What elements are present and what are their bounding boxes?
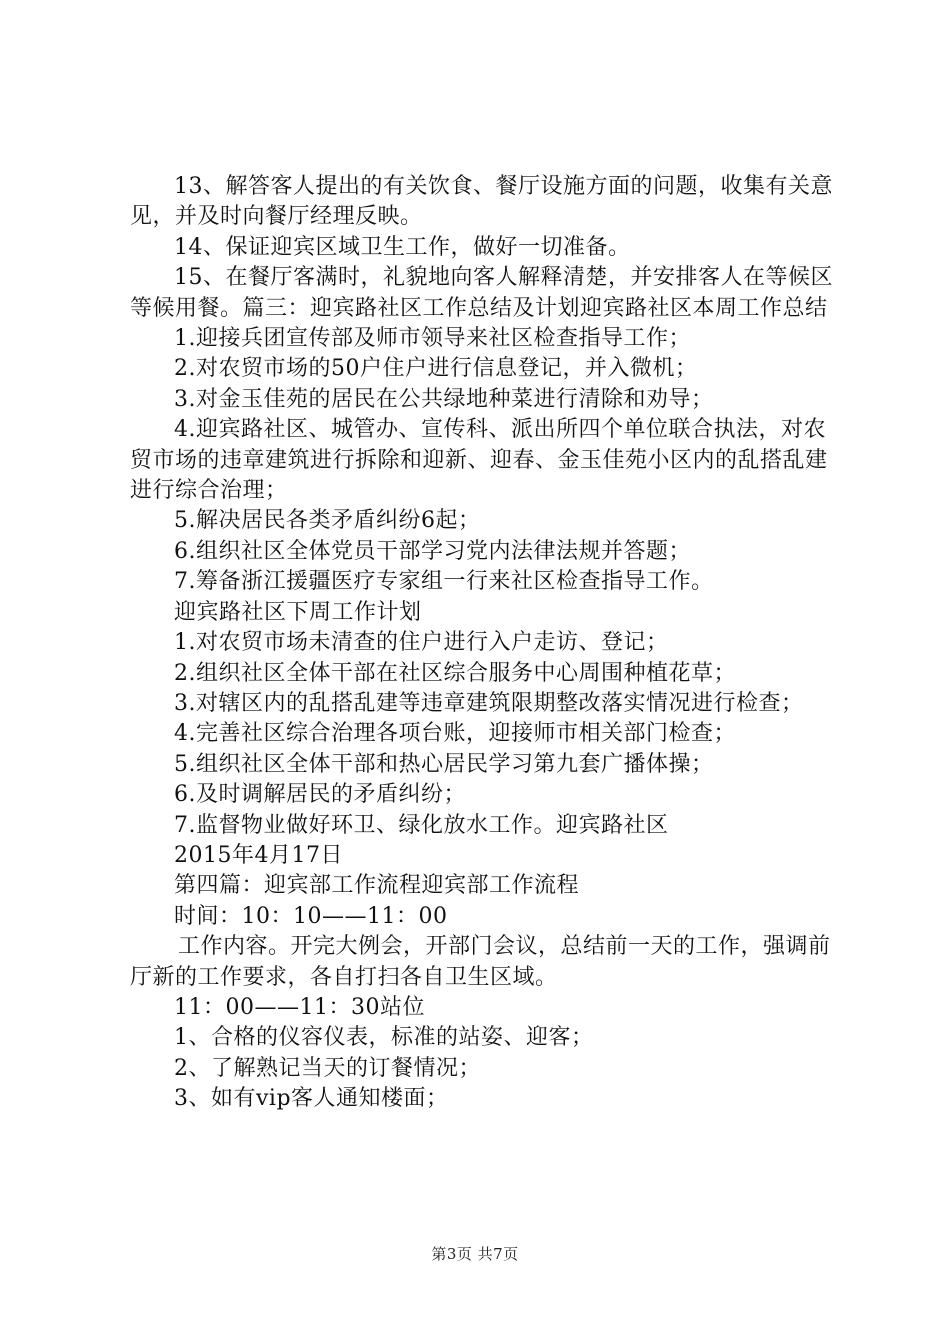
summary-item-6: 6.组织社区全体党员干部学习党内法律法规并答题； — [174, 538, 691, 564]
plan-item-7: 7.监督物业做好环卫、绿化放水工作。迎宾路社区 — [174, 812, 669, 838]
document-body — [130, 172, 835, 1115]
plan-heading: 迎宾路社区下周工作计划 — [174, 599, 422, 625]
plan-item-3: 3.对辖区内的乱搭乱建等违章建筑限期整改落实情况进行检查； — [174, 690, 804, 716]
summary-item-4: 4.迎宾路社区、城管办、宣传科、派出所四个单位联合执法，对农贸市场的违章建筑进行拆除和迎新、迎春、金玉佳苑小区内的乱搭乱建进行综合治理； — [130, 417, 828, 504]
section-four-heading: 第四篇：迎宾部工作流程迎宾部工作流程 — [174, 873, 580, 899]
page-footer: 第3页 共7页 — [431, 1245, 519, 1263]
plan-item-4: 4.完善社区综合治理各项台账，迎接师市相关部门检查； — [174, 721, 736, 747]
date-line: 2015年4月17日 — [174, 842, 343, 868]
paragraph-15: 15、在餐厅客满时，礼貌地向客人解释清楚，并安排客人在等候区等候用餐。篇三：迎宾路社区工作总结及计划迎宾路社区本周工作总结 — [130, 265, 833, 321]
summary-item-7: 7.筹备浙江援疆医疗专家组一行来社区检查指导工作。 — [174, 569, 714, 595]
plan-item-2: 2.组织社区全体干部在社区综合服务中心周围种植花草； — [174, 660, 736, 686]
work-content: 工作内容。开完大例会，开部门会议，总结前一天的工作，强调前厅新的工作要求，各自打扫各自卫生区域。 — [130, 934, 831, 990]
time-line-2: 11：00——11：30站位 — [174, 994, 425, 1020]
summary-item-3: 3.对金玉佳苑的居民在公共绿地种菜进行清除和劝导； — [174, 386, 714, 412]
summary-item-2: 2.对农贸市场的50户住户进行信息登记，并入微机； — [174, 356, 698, 382]
time-line-1: 时间：10：10——11：00 — [174, 903, 448, 929]
paragraph-14: 14、保证迎宾区域卫生工作，做好一切准备。 — [174, 234, 631, 260]
plan-item-5: 5.组织社区全体干部和热心居民学习第九套广播体操； — [174, 751, 714, 777]
summary-item-1: 1.迎接兵团宣传部及师市领导来社区检查指导工作； — [174, 326, 691, 352]
duty-item-2: 2、了解熟记当天的订餐情况； — [174, 1055, 481, 1081]
duty-item-3: 3、如有vip客人通知楼面； — [174, 1086, 449, 1112]
plan-item-6: 6.及时调解居民的矛盾纠纷； — [174, 782, 466, 808]
plan-item-1: 1.对农贸市场未清查的住户进行入户走访、登记； — [174, 630, 669, 656]
summary-item-5: 5.解决居民各类矛盾纠纷6起； — [174, 508, 481, 534]
duty-item-1: 1、合格的仪容仪表，标准的站姿、迎客； — [174, 1025, 594, 1051]
paragraph-13: 13、解答客人提出的有关饮食、餐厅设施方面的问题，收集有关意见，并及时向餐厅经理反映。 — [130, 174, 833, 230]
